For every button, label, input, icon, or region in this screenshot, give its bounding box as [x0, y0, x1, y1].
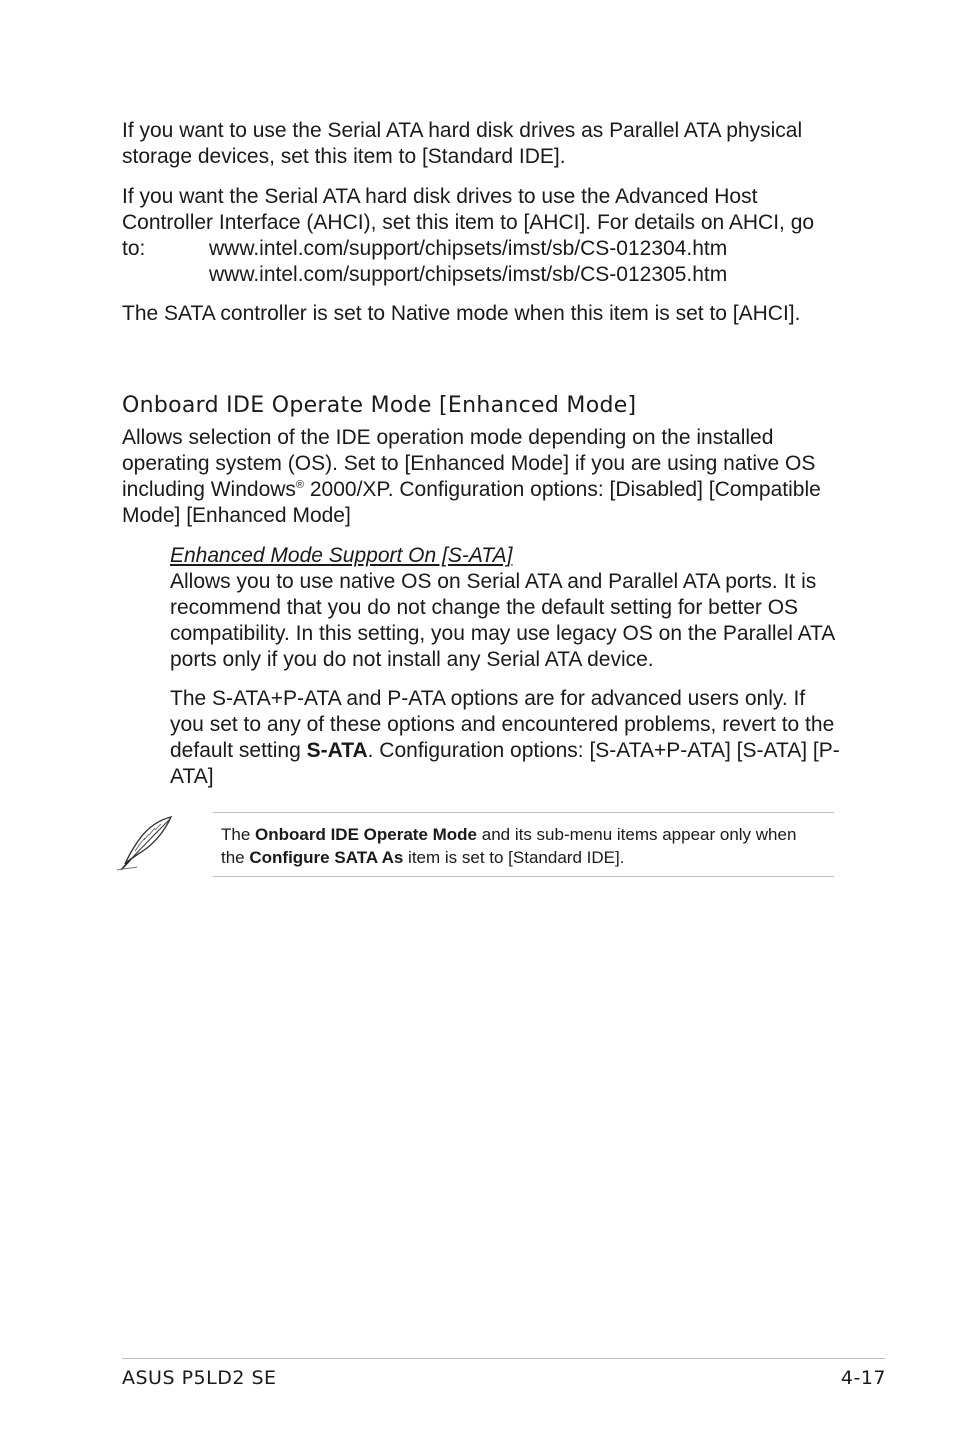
desc-text-2: 2000/XP. Configuration options: [Disabled] [Compatible Mode] [Enhanced Mode] [122, 478, 821, 527]
advanced-options-paragraph [170, 686, 842, 790]
link-row-2 [122, 262, 842, 288]
options-text-2: . Configuration options: [S-ATA+P-ATA] [S-ATA] [P-ATA] [170, 739, 840, 788]
link-row-1 [122, 236, 842, 262]
enhanced-support-desc: Allows you to use native OS on Serial ATA and Parallel ATA ports. It is recommend that you do not change the default setting for better OS compatibility. In this setting, you may use legacy OS on the Parallel ATA ports only if you do not install any Serial ATA device. [170, 570, 835, 671]
enhanced-support-title: Enhanced Mode Support On [S-ATA] [170, 544, 513, 567]
native-mode-paragraph: The SATA controller is set to Native mode when this item is set to [AHCI]. [122, 302, 801, 325]
ahci-text: If you want the Serial ATA hard disk drives to use the Advanced Host Controller Interface (AHCI), set this item to [AHCI]. For details on AHCI, go [122, 185, 815, 234]
note-bold-onboard-ide: Onboard IDE Operate Mode [255, 825, 478, 844]
note-text-3: item is set to [Standard IDE]. [403, 848, 625, 867]
note-box [213, 812, 834, 877]
desc-text-1: Allows selection of the IDE operation mode depending on the installed operating system (OS). Set to [Enhanced Mode] if you are using native OS including Windows [122, 426, 816, 501]
enhanced-support-block [170, 543, 842, 673]
intel-link-2: www.intel.com/support/chipsets/imst/sb/CS-012305.htm [209, 263, 728, 286]
to-label: to: [122, 237, 146, 260]
footer-product-name: ASUS P5LD2 SE [122, 1367, 277, 1389]
footer-page-number: 4-17 [840, 1367, 886, 1389]
note-bold-configure-sata: Configure SATA As [249, 848, 404, 867]
note-text [221, 823, 821, 869]
feather-pen-icon [115, 814, 175, 872]
registered-mark: ® [295, 479, 305, 491]
footer-divider [122, 1358, 885, 1359]
intel-link-1: www.intel.com/support/chipsets/imst/sb/CS-012304.htm [209, 237, 728, 260]
sata-ahci-paragraph [122, 184, 842, 288]
options-text-1: The S-ATA+P-ATA and P-ATA options are for advanced users only. If you set to any of these options and encountered problems, revert to the default setting [170, 687, 835, 762]
note-text-2: and its sub-menu items appear only when the [221, 825, 797, 867]
s-ata-bold: S-ATA [306, 739, 368, 762]
onboard-ide-description [122, 425, 842, 529]
sata-ide-paragraph: If you want to use the Serial ATA hard disk drives as Parallel ATA physical storage devices, set this item to [Standard IDE]. [122, 119, 803, 168]
note-text-1: The [221, 825, 256, 844]
section-heading: Onboard IDE Operate Mode [Enhanced Mode] [122, 393, 637, 418]
